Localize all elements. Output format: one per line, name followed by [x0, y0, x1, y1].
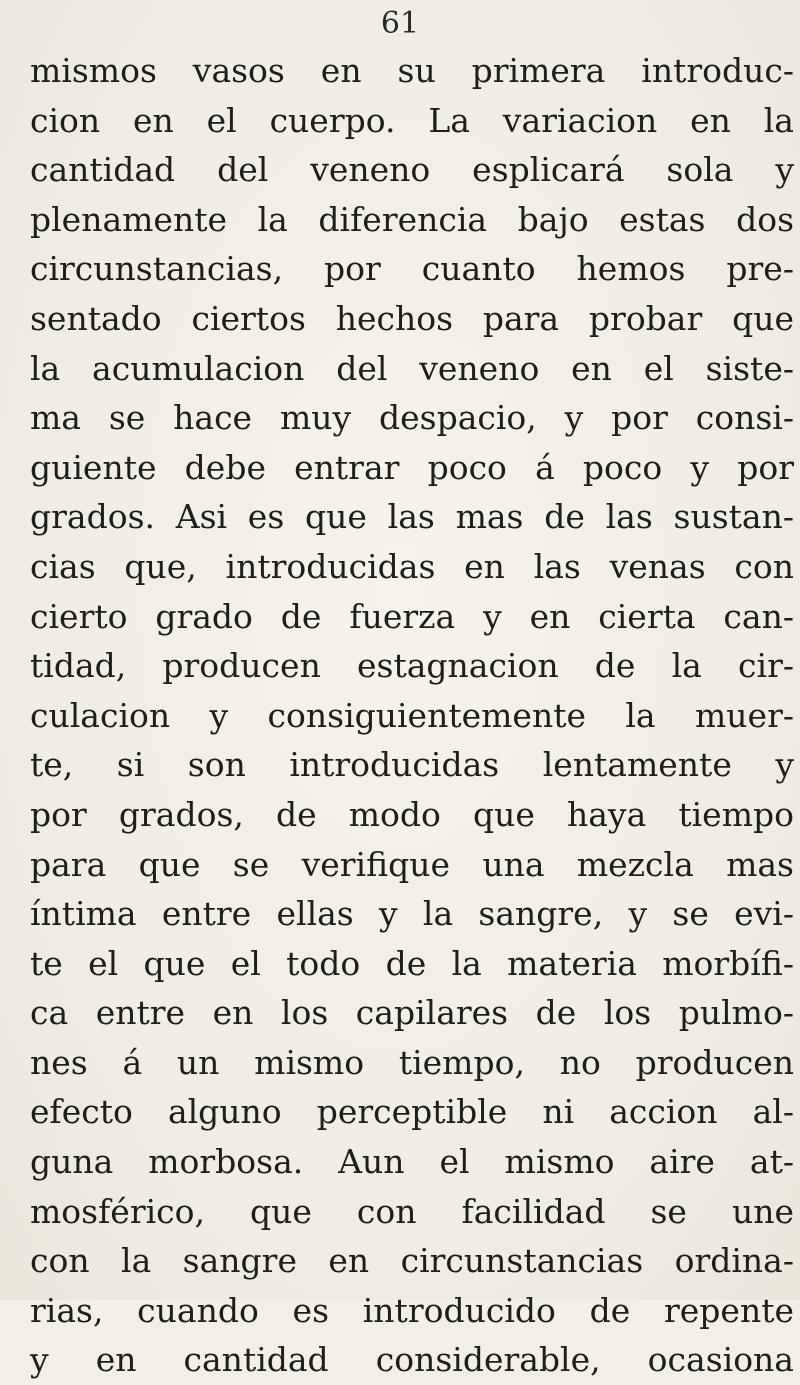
text-line: mismos vasos en su primera introduc-: [30, 51, 794, 90]
text-line: nes á un mismo tiempo, no producen: [30, 1042, 794, 1082]
text-line: mosférico, que con facilidad se une: [30, 1191, 794, 1231]
body-text: [30, 46, 794, 1385]
text-line: cion en el cuerpo. La variacion en la: [30, 100, 794, 140]
text-line: circunstancias, por cuanto hemos pre-: [30, 249, 794, 289]
text-line: rias, cuando es introducido de repente: [30, 1290, 794, 1330]
text-line: te, si son introducidas lentamente y: [30, 745, 794, 785]
text-line: culacion y consiguientemente la muer-: [30, 695, 794, 735]
text-line: y en cantidad considerable, ocasiona: [30, 1340, 794, 1380]
text-line: te el que el todo de la materia morbífi-: [30, 943, 794, 983]
text-line: íntima entre ellas y la sangre, y se evi-: [30, 894, 794, 934]
text-line: guiente debe entrar poco á poco y por: [30, 447, 794, 487]
text-line: para que se verifique una mezcla mas: [30, 844, 794, 884]
text-line: efecto alguno perceptible ni accion al-: [30, 1092, 794, 1132]
page-number: 61: [380, 6, 420, 41]
text-line: por grados, de modo que haya tiempo: [30, 794, 794, 834]
text-line: guna morbosa. Aun el mismo aire at-: [30, 1142, 794, 1182]
text-line: ca entre en los capilares de los pulmo-: [30, 993, 794, 1033]
text-line: con la sangre en circunstancias ordina-: [30, 1241, 794, 1281]
text-line: cierto grado de fuerza y en cierta can-: [30, 596, 794, 636]
text-line: sentado ciertos hechos para probar que: [30, 298, 794, 338]
text-line: plenamente la diferencia bajo estas dos: [30, 199, 794, 239]
text-line: ma se hace muy despacio, y por consi-: [30, 398, 794, 438]
text-line: tidad, producen estagnacion de la cir-: [30, 646, 794, 686]
text-line: cias que, introducidas en las venas con: [30, 546, 794, 586]
text-line: la acumulacion del veneno en el siste-: [30, 348, 794, 388]
text-line: cantidad del veneno esplicará sola y: [30, 150, 794, 190]
text-line: grados. Asi es que las mas de las sustan-: [30, 497, 794, 537]
